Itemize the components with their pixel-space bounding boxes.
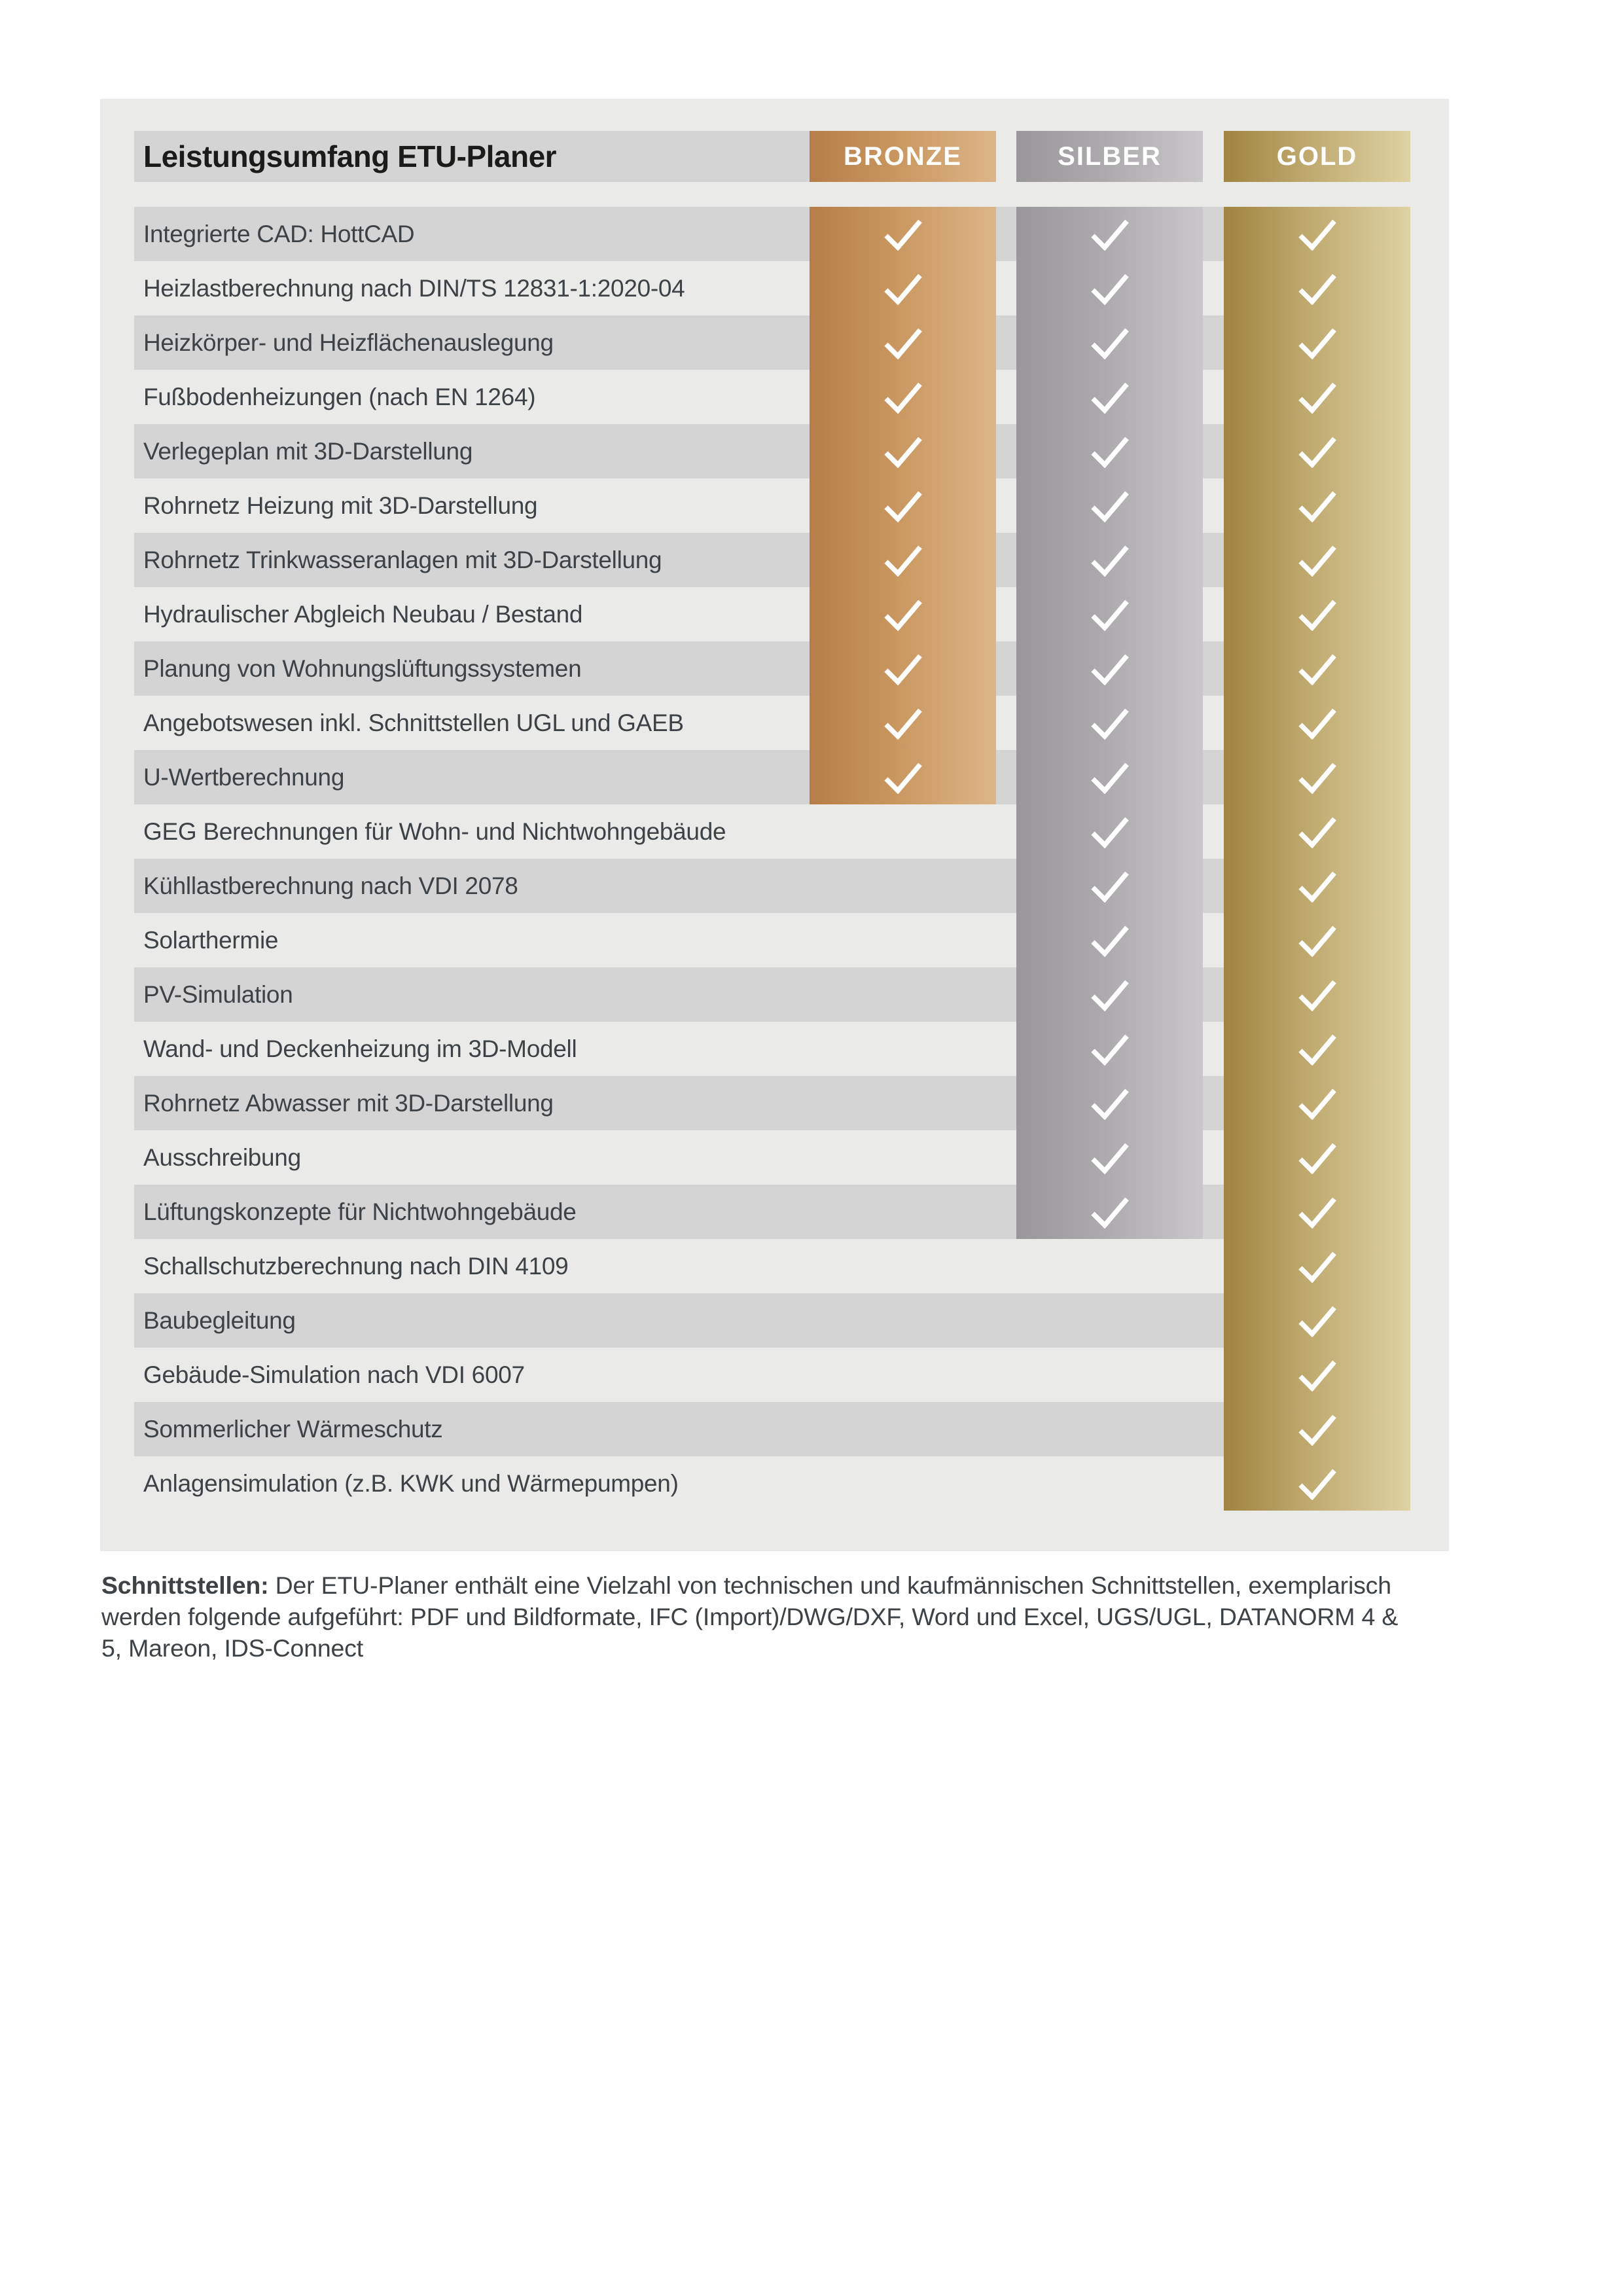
table-row [100,1348,1449,1402]
silber-cell [1016,478,1203,533]
gold-cell [1224,1185,1410,1239]
gold-cell [1224,1402,1410,1456]
table-row [100,750,1449,804]
table-row [100,533,1449,587]
table-row [100,315,1449,370]
gold-cell [1224,1293,1410,1348]
gold-cell [1224,478,1410,533]
table-row [100,1239,1449,1293]
check-icon [1297,1467,1338,1500]
check-icon [1297,1304,1338,1337]
check-icon [1297,1087,1338,1120]
table-row [100,1402,1449,1456]
check-icon [1090,653,1130,685]
table-row [100,1293,1449,1348]
tier-header-bronze [810,131,996,182]
gold-cell [1224,696,1410,750]
check-icon [1297,924,1338,957]
check-icon [1090,707,1130,740]
gold-cell [1224,1076,1410,1130]
footnote-body: Der ETU-Planer enthält eine Vielzahl von technischen und kaufmännischen Schnittstellen, exemplarisch werden folgende aufgeführt: PDF und Bildformate, IFC (Import)/DWG/DXF, Word und Excel, UGS/UGL, DATANORM 4 & 5, Mareon, IDS-Connect [101,1571,1399,1662]
check-icon [1297,978,1338,1011]
bronze-cell [810,424,996,478]
bronze-cell [810,587,996,641]
check-icon [1297,272,1338,305]
feature-label: Planung von Wohnungslüftungssystemen [143,655,582,682]
silber-cell [1016,587,1203,641]
silber-cell [1016,207,1203,261]
gold-cell [1224,1239,1410,1293]
check-icon [883,544,923,577]
tier-header-bronze-label: BRONZE [844,141,962,171]
bronze-cell [810,261,996,315]
check-icon [1297,761,1338,794]
check-icon [1090,1087,1130,1120]
gold-cell [1224,967,1410,1022]
table-row [100,1022,1449,1076]
feature-label: Kühllastberechnung nach VDI 2078 [143,872,518,899]
check-icon [883,435,923,468]
check-icon [1090,490,1130,522]
check-icon [1090,978,1130,1011]
feature-label: Heizlastberechnung nach DIN/TS 12831-1:2020-04 [143,274,685,302]
check-icon [883,272,923,305]
bronze-cell [810,641,996,696]
table-row [100,1185,1449,1239]
check-icon [1297,544,1338,577]
table-row [100,1456,1449,1511]
check-icon [883,327,923,359]
feature-label: Rohrnetz Abwasser mit 3D-Darstellung [143,1089,554,1117]
feature-label: Hydraulischer Abgleich Neubau / Bestand [143,600,583,628]
gold-cell [1224,859,1410,913]
gold-cell [1224,207,1410,261]
check-icon [1090,381,1130,414]
gold-cell [1224,750,1410,804]
tier-header-gold-label: GOLD [1276,141,1358,171]
table-row [100,261,1449,315]
silber-cell [1016,261,1203,315]
bronze-cell [810,696,996,750]
check-icon [1297,218,1338,251]
check-icon [883,707,923,740]
bronze-cell [810,315,996,370]
table-row [100,804,1449,859]
silber-cell [1016,315,1203,370]
feature-label: Integrierte CAD: HottCAD [143,220,415,247]
check-icon [1297,1359,1338,1391]
silber-cell [1016,1022,1203,1076]
check-icon [1090,761,1130,794]
silber-cell [1016,804,1203,859]
check-icon [1090,544,1130,577]
bronze-cell [810,533,996,587]
table-row [100,587,1449,641]
bronze-cell [810,478,996,533]
check-icon [1090,218,1130,251]
feature-label: Baubegleitung [143,1306,296,1334]
check-icon [1297,1141,1338,1174]
gold-cell [1224,587,1410,641]
check-icon [1090,327,1130,359]
check-icon [1090,1141,1130,1174]
check-icon [1297,327,1338,359]
footnote-label: Schnittstellen: [101,1571,269,1599]
feature-label: Schallschutzberechnung nach DIN 4109 [143,1252,569,1280]
feature-label: Wand- und Deckenheizung im 3D-Modell [143,1035,577,1062]
gold-cell [1224,804,1410,859]
gold-cell [1224,315,1410,370]
tier-header-silber [1016,131,1203,182]
check-icon [1090,598,1130,631]
bronze-cell [810,370,996,424]
feature-label: Gebäude-Simulation nach VDI 6007 [143,1361,525,1388]
check-icon [1090,816,1130,848]
table-row [100,207,1449,261]
bronze-cell [810,207,996,261]
feature-label: Rohrnetz Heizung mit 3D-Darstellung [143,492,538,519]
check-icon [1297,707,1338,740]
table-row [100,1076,1449,1130]
silber-cell [1016,750,1203,804]
feature-table-card [100,99,1449,1551]
check-icon [1090,435,1130,468]
gold-cell [1224,913,1410,967]
check-icon [883,218,923,251]
table-row [100,1130,1449,1185]
table-row [100,641,1449,696]
feature-label: U-Wertberechnung [143,763,345,791]
check-icon [1297,816,1338,848]
check-icon [1090,1033,1130,1066]
silber-cell [1016,967,1203,1022]
table-row [100,913,1449,967]
silber-cell [1016,913,1203,967]
table-row [100,696,1449,750]
check-icon [1297,490,1338,522]
feature-label: Ausschreibung [143,1143,301,1171]
feature-label: Anlagensimulation (z.B. KWK und Wärmepumpen) [143,1469,679,1497]
gold-cell [1224,424,1410,478]
check-icon [883,490,923,522]
silber-cell [1016,859,1203,913]
table-row [100,370,1449,424]
gold-cell [1224,533,1410,587]
table-row [100,424,1449,478]
check-icon [1297,598,1338,631]
check-icon [1297,381,1338,414]
silber-cell [1016,533,1203,587]
feature-label: Fußbodenheizungen (nach EN 1264) [143,383,536,410]
check-icon [1297,435,1338,468]
interfaces-footnote [101,1570,1417,1664]
silber-cell [1016,1185,1203,1239]
gold-cell [1224,1456,1410,1511]
silber-cell [1016,1076,1203,1130]
check-icon [1297,1413,1338,1446]
check-icon [1297,1196,1338,1229]
feature-label: Lüftungskonzepte für Nichtwohngebäude [143,1198,577,1225]
silber-cell [1016,370,1203,424]
check-icon [1090,870,1130,903]
feature-label: Solarthermie [143,926,279,954]
tier-header-silber-label: SILBER [1058,141,1162,171]
check-icon [1090,1196,1130,1229]
silber-cell [1016,696,1203,750]
silber-cell [1016,641,1203,696]
check-icon [1297,1033,1338,1066]
gold-cell [1224,641,1410,696]
feature-label: Heizkörper- und Heizflächenauslegung [143,329,554,356]
gold-cell [1224,1022,1410,1076]
gold-cell [1224,1348,1410,1402]
feature-label: Rohrnetz Trinkwasseranlagen mit 3D-Darstellung [143,546,662,573]
check-icon [883,598,923,631]
feature-label: PV-Simulation [143,980,293,1008]
gold-cell [1224,1130,1410,1185]
table-row [100,967,1449,1022]
check-icon [1297,1250,1338,1283]
check-icon [1090,924,1130,957]
gold-cell [1224,370,1410,424]
check-icon [883,653,923,685]
table-row [100,478,1449,533]
table-row [100,859,1449,913]
gold-cell [1224,261,1410,315]
tier-header-gold [1224,131,1410,182]
feature-label: Angebotswesen inkl. Schnittstellen UGL und GAEB [143,709,684,736]
check-icon [883,381,923,414]
silber-cell [1016,424,1203,478]
page-title: Leistungsumfang ETU-Planer [143,139,557,173]
check-icon [1297,870,1338,903]
bronze-cell [810,750,996,804]
table-header-label-cell [134,131,810,182]
check-icon [883,761,923,794]
feature-label: GEG Berechnungen für Wohn- und Nichtwohngebäude [143,817,726,845]
feature-label: Sommerlicher Wärmeschutz [143,1415,443,1443]
check-icon [1090,272,1130,305]
feature-label: Verlegeplan mit 3D-Darstellung [143,437,473,465]
check-icon [1297,653,1338,685]
silber-cell [1016,1130,1203,1185]
